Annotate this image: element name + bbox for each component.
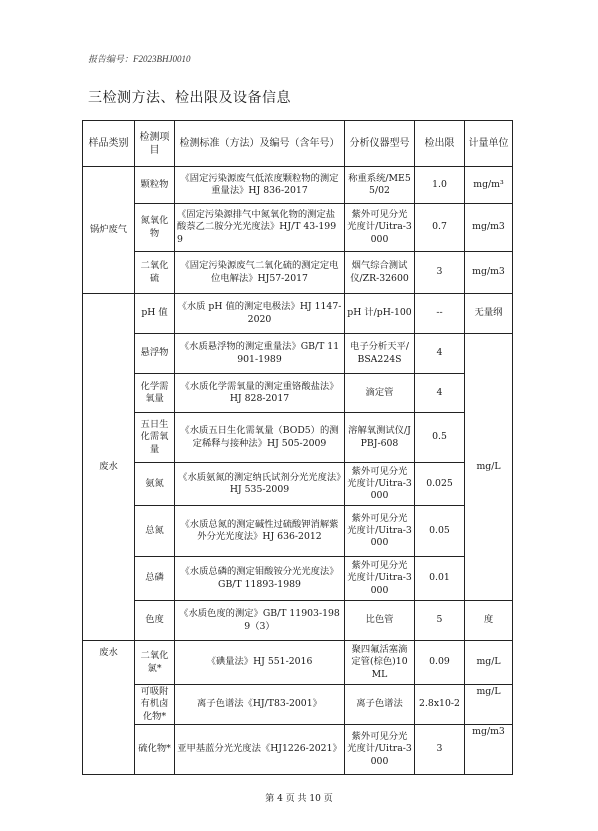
row-unit: 度: [465, 601, 513, 641]
row-limit: 0.5: [415, 413, 465, 463]
row-instrument: 溶解氧测试仪/JPBJ-608: [345, 413, 415, 463]
row-limit: 5: [415, 601, 465, 641]
row-instrument: 电子分析天平/BSA224S: [345, 334, 415, 374]
row-unit: mg/m³: [465, 167, 513, 204]
header-standard: 检测标准（方法）及编号（含年号）: [175, 121, 345, 167]
row-unit: mg/m3: [465, 725, 513, 775]
row-instrument: 紫外可见分光光度计/Uitra-3000: [345, 557, 415, 601]
table-row: [83, 725, 513, 775]
row-standard: 《水质化学需氧量的测定重铬酸盐法》HJ 828-2017: [175, 374, 345, 413]
table-row: [83, 641, 513, 685]
row-standard: 《碘量法》HJ 551-2016: [175, 641, 345, 685]
row-standard: 《水质悬浮物的测定重量法》GB/T 11901-1989: [175, 334, 345, 374]
row-item: 色度: [135, 601, 175, 641]
row-unit: 无量纲: [465, 294, 513, 334]
row-standard: 《水质氨氮的测定纳氏试剂分光光度法》HJ 535-2009: [175, 463, 345, 506]
table-row: [83, 167, 513, 204]
row-item: 五日生化需氧量: [135, 413, 175, 463]
row-unit: mg/m3: [465, 252, 513, 294]
row-instrument: 聚四氟活塞滴定管(棕色)10ML: [345, 641, 415, 685]
category-wastewater: 废水: [83, 294, 135, 641]
row-item: 总磷: [135, 557, 175, 601]
table-row: [83, 463, 513, 506]
table-header-row: [83, 121, 513, 167]
row-instrument: 比色管: [345, 601, 415, 641]
category-wastewater-2: 废水: [83, 641, 135, 775]
methods-table: [82, 120, 513, 775]
row-unit: mg/m3: [465, 204, 513, 252]
row-unit: mg/L: [465, 641, 513, 685]
table-row: [83, 413, 513, 463]
table-row: [83, 557, 513, 601]
row-standard: 亚甲基蓝分光光度法《HJ1226-2021》: [175, 725, 345, 775]
header-limit: 检出限: [415, 121, 465, 167]
row-limit: 0.01: [415, 557, 465, 601]
row-instrument: 离子色谱法: [345, 685, 415, 725]
table-row: [83, 252, 513, 294]
row-instrument: 紫外可见分光光度计/Uitra-3000: [345, 204, 415, 252]
row-limit: 3: [415, 725, 465, 775]
row-instrument: 紫外可见分光光度计/Uitra-3000: [345, 725, 415, 775]
table-row: [83, 294, 513, 334]
row-item: 二氧化硫: [135, 252, 175, 294]
table-row: [83, 601, 513, 641]
row-limit: 3: [415, 252, 465, 294]
section-title: 三检测方法、检出限及设备信息: [88, 90, 291, 106]
row-limit: 0.05: [415, 506, 465, 557]
header-instrument: 分析仪器型号: [345, 121, 415, 167]
table-row: [83, 334, 513, 374]
table-row: [83, 685, 513, 725]
row-instrument: 滴定管: [345, 374, 415, 413]
row-item: 颗粒物: [135, 167, 175, 204]
row-item: 硫化物*: [135, 725, 175, 775]
report-number: 报告编号：F2023BHJ0010: [88, 54, 191, 64]
row-standard: 离子色谱法《HJ/T83-2001》: [175, 685, 345, 725]
row-unit: mg/L: [465, 685, 513, 725]
shared-unit-mgL: mg/L: [465, 334, 513, 601]
row-limit: 4: [415, 374, 465, 413]
row-limit: 0.7: [415, 204, 465, 252]
header-category: 样品类别: [83, 121, 135, 167]
row-instrument: 烟气综合测试仪/ZR-32600: [345, 252, 415, 294]
row-item: 可吸附有机卤化物*: [135, 685, 175, 725]
row-item: 氨氮: [135, 463, 175, 506]
row-item: 化学需氧量: [135, 374, 175, 413]
row-standard: 《水质总磷的测定钼酸铵分光光度法》GB/T 11893-1989: [175, 557, 345, 601]
table-row: [83, 374, 513, 413]
row-instrument: pH 计/pH-100: [345, 294, 415, 334]
row-limit: 0.025: [415, 463, 465, 506]
table-row: [83, 204, 513, 252]
row-limit: 0.09: [415, 641, 465, 685]
row-instrument: 紫外可见分光光度计/Uitra-3000: [345, 463, 415, 506]
category-boiler-exhaust: 锅炉废气: [83, 167, 135, 294]
row-limit: --: [415, 294, 465, 334]
row-standard: 《水质总氮的测定碱性过硫酸钾消解紫外分光光度法》HJ 636-2012: [175, 506, 345, 557]
page-number: 第 4 页 共 10 页: [265, 794, 333, 804]
row-item: 氮氧化物: [135, 204, 175, 252]
row-item: 二氧化氯*: [135, 641, 175, 685]
header-item: 检测项目: [135, 121, 175, 167]
row-limit: 4: [415, 334, 465, 374]
row-standard: 《固定污染源废气二氧化硫的测定定电位电解法》HJ57-2017: [175, 252, 345, 294]
row-item: 悬浮物: [135, 334, 175, 374]
row-item: pH 值: [135, 294, 175, 334]
row-instrument: 紫外可见分光光度计/Uitra-3000: [345, 506, 415, 557]
row-item: 总氮: [135, 506, 175, 557]
header-unit: 计量单位: [465, 121, 513, 167]
row-limit: 2.8x10-2: [415, 685, 465, 725]
row-standard: 《水质色度的测定》GB/T 11903-1989（3）: [175, 601, 345, 641]
row-limit: 1.0: [415, 167, 465, 204]
row-standard: 《水质五日生化需氧量（BOD5）的测定稀释与接种法》HJ 505-2009: [175, 413, 345, 463]
row-standard: 《固定污染源排气中氮氧化物的测定盐酸萘乙二胺分光光度法》HJ/T 43-1999: [175, 204, 345, 252]
table-row: [83, 506, 513, 557]
row-standard: 《水质 pH 值的测定电极法》HJ 1147-2020: [175, 294, 345, 334]
row-standard: 《固定污染源废气低浓度颗粒物的测定重量法》HJ 836-2017: [175, 167, 345, 204]
row-instrument: 称重系统/ME55/02: [345, 167, 415, 204]
